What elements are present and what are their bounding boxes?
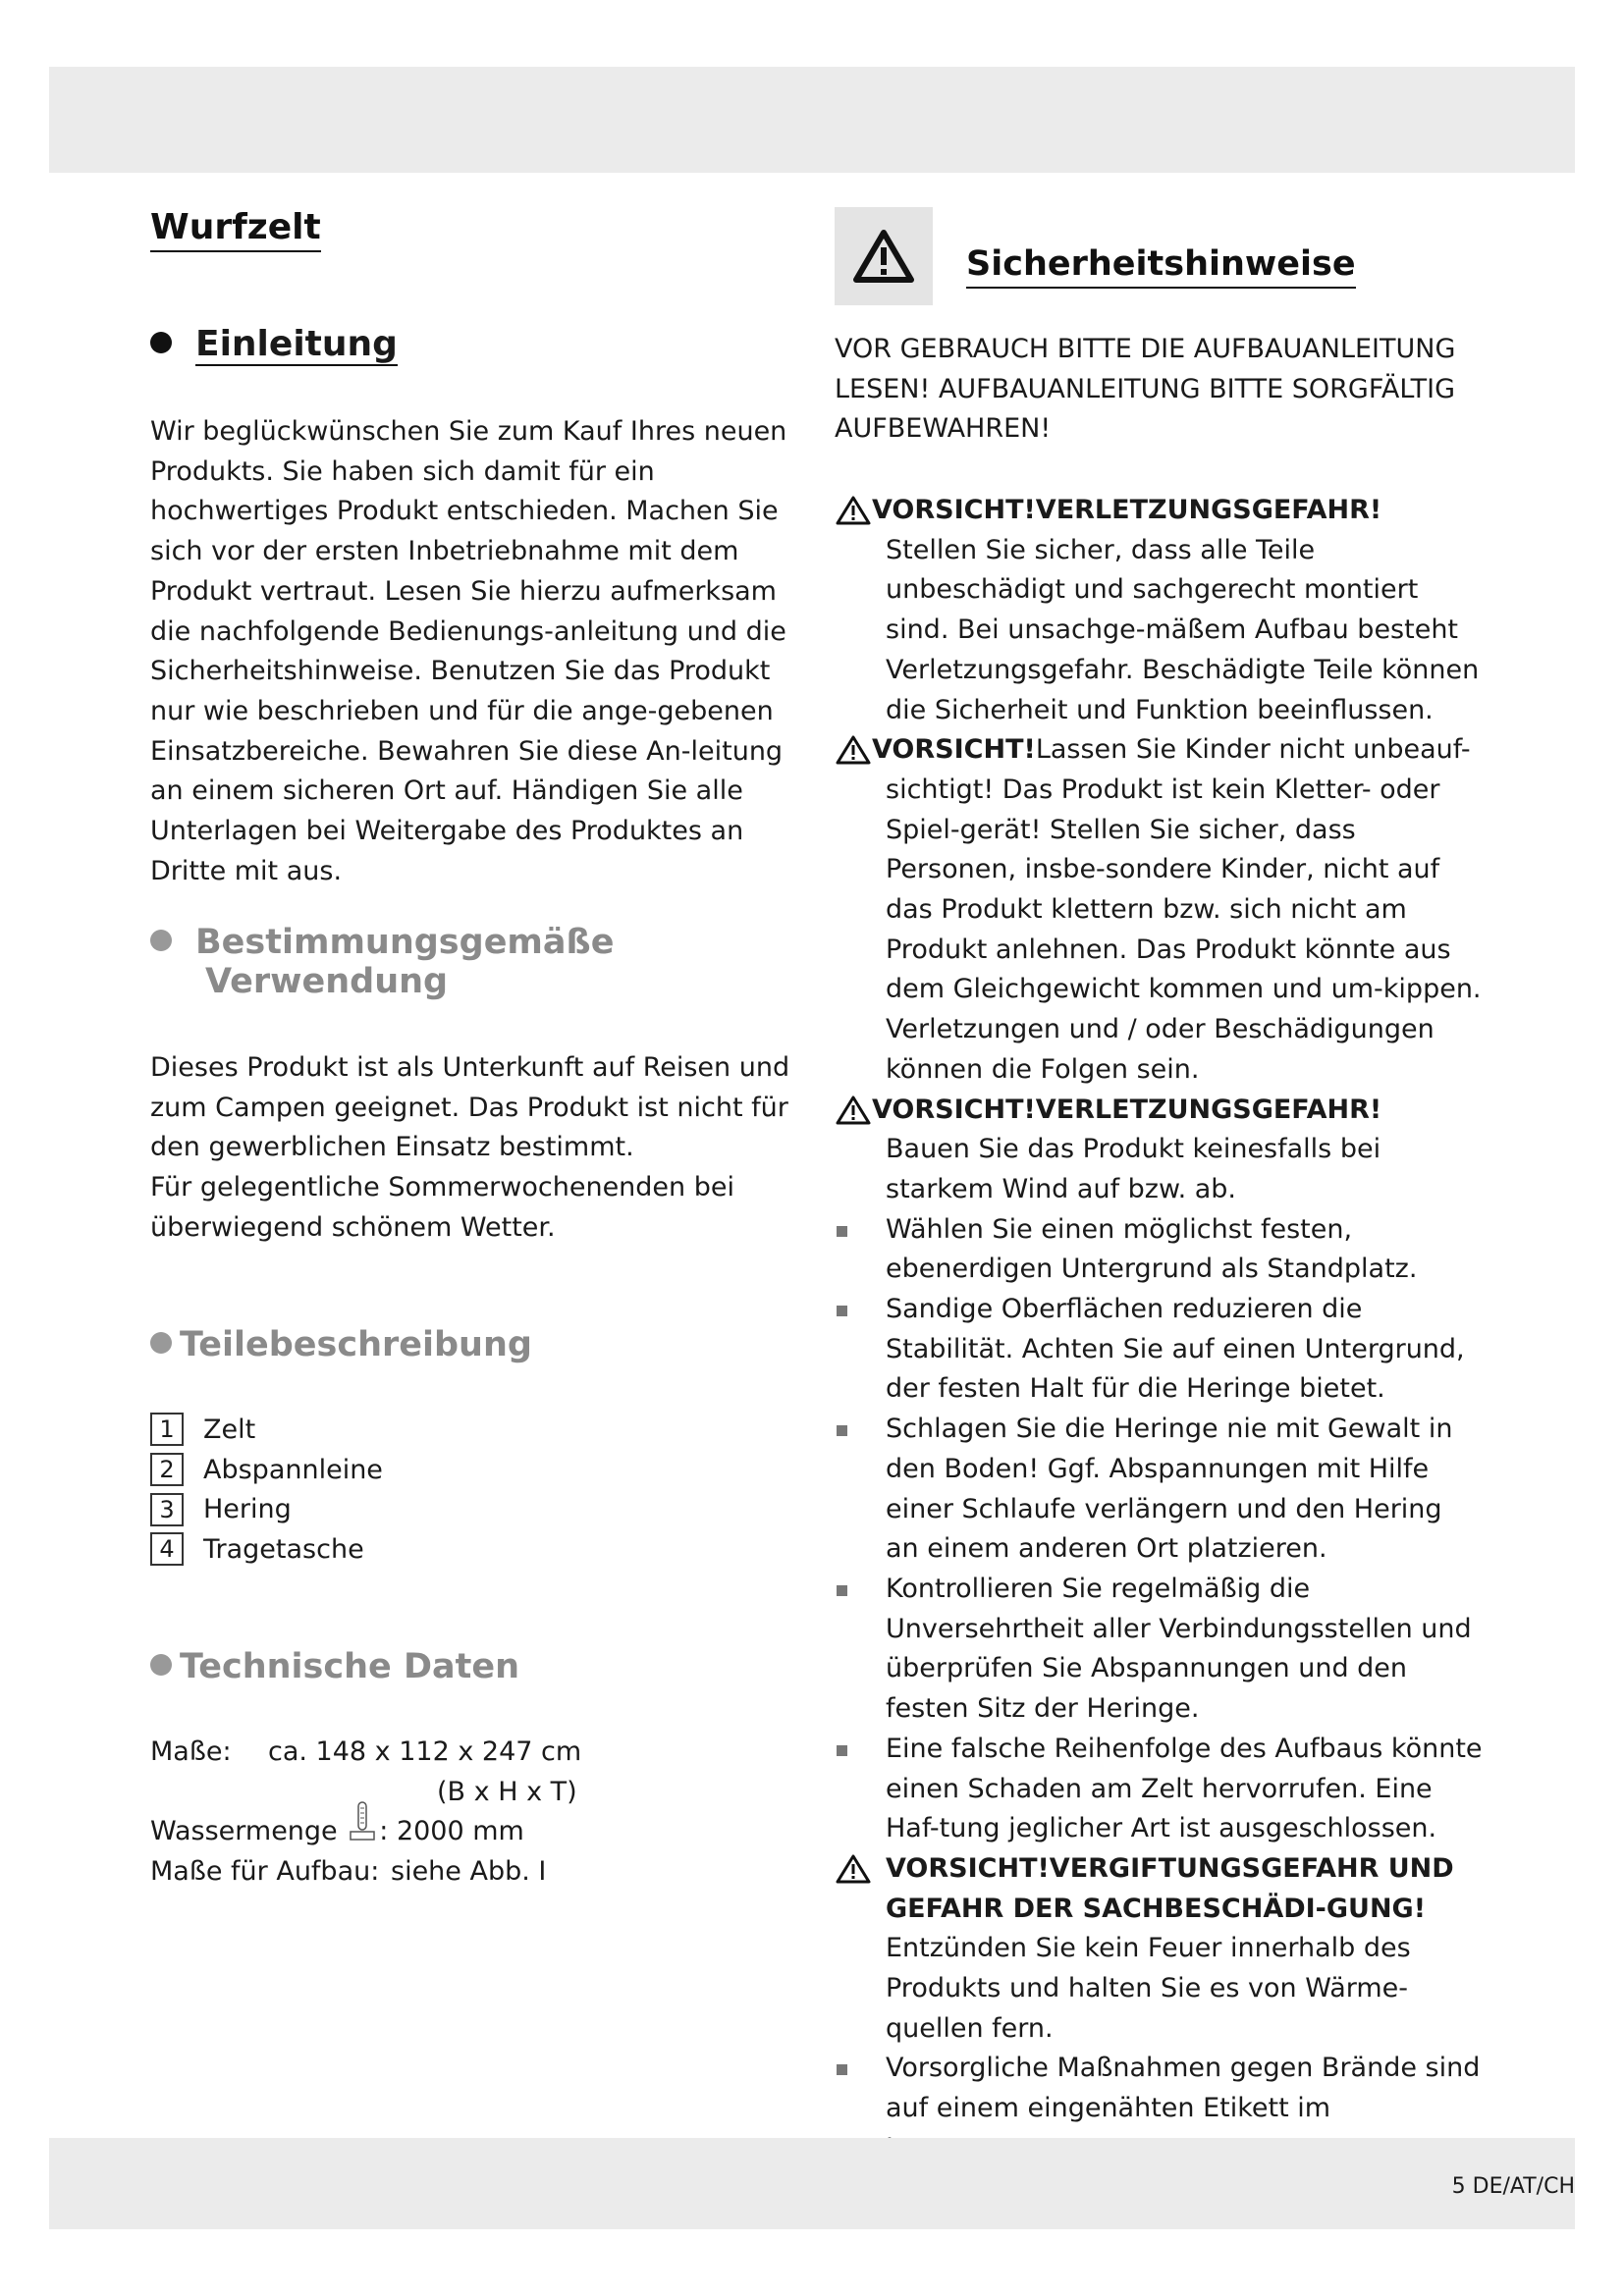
warning-triangle-icon [852, 228, 915, 285]
list-item: Sandige Oberflächen reduzieren die Stabilität. Achten Sie auf einen Untergrund, der festen Halt für die Heringe bietet. [835, 1290, 1483, 1410]
square-bullet-icon [837, 1306, 847, 1316]
page-number: 5 DE/AT/CH [1451, 2174, 1575, 2199]
list-item: Eine falsche Reihenfolge des Aufbaus könnte einen Schaden am Zelt hervorrufen. Eine Haf-tung jeglicher Art ist ausgeschlossen. [835, 1730, 1483, 1849]
square-bullet-icon [837, 1585, 847, 1596]
list-item: Kontrollieren Sie regelmäßig die Unversehrtheit aller Verbindungsstellen und überprüfen Sie Abspannungen und den festen Sitz der Heringe. [835, 1570, 1483, 1730]
warning-small-icon [835, 1095, 872, 1126]
square-bullet-icon [837, 1425, 847, 1436]
tech-row-wasser: Wassermenge : 2000 mm [150, 1812, 524, 1852]
warning-small-icon [835, 1853, 872, 1885]
list-item: 3 Hering [150, 1489, 383, 1529]
header-band [49, 67, 1575, 173]
list-item: 4 Tragetasche [150, 1529, 383, 1570]
warning-item: VORSICHT!VERLETZUNGSGEFAHR! Bauen Sie das Produkt keinesfalls bei starkem Wind auf bzw. ab. [835, 1091, 1483, 1210]
square-bullet-icon [837, 1745, 847, 1756]
warning-small-icon [835, 734, 872, 766]
section-heading-technik: Technische Daten [150, 1647, 519, 1686]
technical-data [150, 1733, 582, 1893]
section-heading-sicherheit: Sicherheitshinweise [966, 243, 1356, 289]
bestimmung-text-2: Für gelegentliche Sommerwochenenden bei überwiegend schönem Wetter. [150, 1172, 734, 1243]
tech-row-masse-unit: (B x H x T) [437, 1776, 577, 1807]
list-item: 2 Abspannleine [150, 1450, 383, 1490]
tech-row-aufbau: Maße für Aufbau: siehe Abb. I [150, 1856, 547, 1888]
list-item: Schlagen Sie die Heringe nie mit Gewalt in den Boden! Ggf. Abspannungen mit Hilfe einer Schlaufe verlängern und den Hering an einem anderen Ort platzieren. [835, 1410, 1483, 1570]
safety-intro: VOR GEBRAUCH BITTE DIE AUFBAUANLEITUNG LESEN! AUFBAUANLEITUNG BITTE SORGFÄLTIG AUFBEWAHREN! [835, 334, 1456, 445]
square-bullet-icon [837, 1226, 847, 1237]
einleitung-text: Wir beglückwünschen Sie zum Kauf Ihres neuen Produkts. Sie haben sich damit für ein hochwertiges Produkt entschieden. Machen Sie sich vor der ersten Inbetriebnahme mit dem Produkt vertraut. Lesen Sie hierzu aufmerksam die nachfolgende Bedienungs-anleitung und die Sicherheitshinweise. Benutzen Sie das Produkt nur wie beschrieben und für die ange-gebenen Einsatzbereiche. Bewahren Sie diese An-leitung an einem sicheren Ort auf. Händigen Sie alle Unterlagen bei Weitergabe des Produktes an Dritte mit aus. [150, 416, 787, 886]
warning-item: VORSICHT!VERGIFTUNGSGEFAHR UND GEFAHR DER SACHBESCHÄDI-GUNG! Entzünden Sie kein Feuer innerhalb des Produkts und halten Sie es von Wärme-quellen fern. [835, 1849, 1483, 2050]
section-heading-teile: Teilebeschreibung [150, 1325, 532, 1364]
bullet-icon [150, 930, 172, 951]
page-title: Wurfzelt [150, 206, 321, 252]
warning-item: VORSICHT!VERLETZUNGSGEFAHR! Stellen Sie sicher, dass alle Teile unbeschädigt und sachgerecht montiert sind. Bei unsachge-mäßem Aufbau besteht Verletzungsgefahr. Beschädigte Teile können die Sicherheit und Funktion beeinflussen. [835, 491, 1483, 730]
warning-item: VORSICHT!Lassen Sie Kinder nicht unbeauf-sichtigt! Das Produkt ist kein Kletter- oder Spiel-gerät! Stellen Sie sicher, dass Personen, insbe-sondere Kinder, nicht auf das Produkt klettern bzw. sich nicht am Produkt anlehnen. Das Produkt könnte aus dem Gleichgewicht kommen und um-kippen. Verletzungen und / oder Beschädigungen können die Folgen sein. [835, 730, 1483, 1090]
bullet-icon [150, 1654, 172, 1676]
section-heading-bestimmung: Bestimmungsgemäße Verwendung [150, 923, 614, 1002]
tech-row-masse: Maße: ca. 148 x 112 x 247 cm [150, 1736, 582, 1767]
water-column-icon [348, 1800, 377, 1843]
safety-list [835, 491, 1483, 2169]
list-item: Vorsorgliche Maßnahmen gegen Brände sind auf einem eingenähten Etikett im [835, 2049, 1483, 2168]
parts-list [150, 1410, 383, 1570]
bestimmung-text-1: Dieses Produkt ist als Unterkunft auf Reisen und zum Campen geeignet. Das Produkt ist nicht für den gewerblichen Einsatz bestimmt. [150, 1052, 790, 1163]
bullet-icon [150, 1332, 172, 1354]
warning-box [835, 207, 933, 305]
section-heading-einleitung: Einleitung [150, 324, 398, 364]
footer-band [49, 2138, 1575, 2229]
square-bullet-icon [837, 2064, 847, 2075]
bullet-icon [150, 332, 172, 353]
list-item: Wählen Sie einen möglichst festen, ebenerdigen Untergrund als Standplatz. [835, 1210, 1483, 1290]
warning-small-icon [835, 495, 872, 526]
list-item: 1 Zelt [150, 1410, 383, 1450]
